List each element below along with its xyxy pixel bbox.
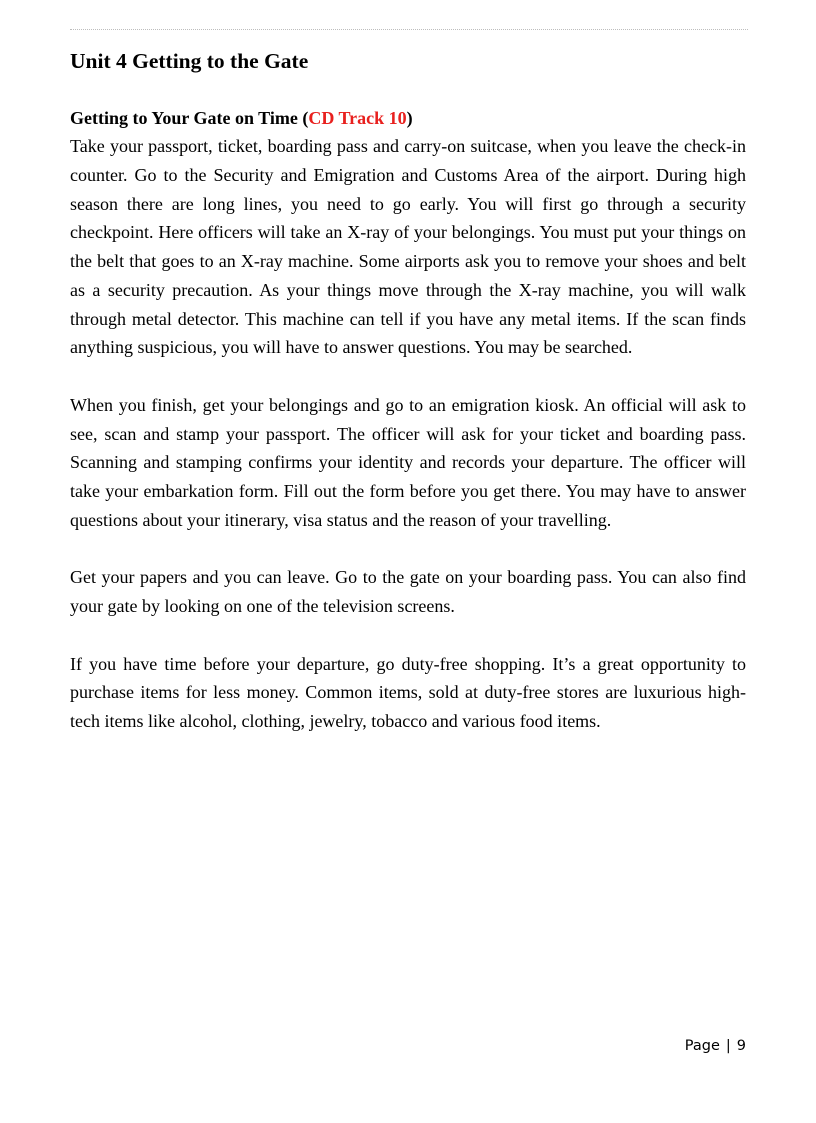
page-content [70,46,746,736]
page-footer [685,1034,746,1058]
cd-track-label: CD Track 10 [308,108,407,128]
section-heading-close: ) [406,108,413,128]
paragraph-emigration: When you finish, get your belongings and go to an emigration kiosk. An official will ask to see, scan and stamp your passport. The officer will ask for your ticket and boarding pass. Scanning and stamping confirms your identity and records your departure. The officer will take your embarkation form. Fill out the form before you get there. You may have to answer questions about your itinerary, visa status and the reason of your travelling. [70,394,746,530]
paragraph-duty-free: If you have time before your departure, go duty-free shopping. It’s a great opportunity to purchase items for less money. Common items, sold at duty-free stores are luxurious high-tech items like alcohol, clothing, jewelry, tobacco and various food items. [70,653,746,731]
unit-title: Unit 4 Getting to the Gate [70,49,309,73]
paragraph-gate: Get your papers and you can leave. Go to the gate on your boarding pass. You can also find your gate by looking on one of the television screens. [70,567,746,616]
section-heading-text: Getting to Your Gate on Time ( [70,108,309,128]
section-heading [70,104,746,132]
page-number: 9 [736,1038,746,1054]
page-separator: | [725,1038,731,1054]
paragraph-security: Take your passport, ticket, boarding pass and carry-on suitcase, when you leave the check-in counter. Go to the Security and Emigration and Customs Area of the airport. During high season there are long lines, you need to go early. You will first go through a security checkpoint. Here officers will take an X-ray of your belongings. You must put your things on the belt that goes to an X-ray machine. Some airports ask you to remove your shoes and belt as a security precaution. As your things move through the X-ray machine, you will walk through metal detector. This machine can tell if you have any metal items. If the scan finds anything suspicious, you will have to answer questions. You may be searched. [70,136,746,358]
page-label: Page [684,1038,720,1054]
header-divider [70,29,748,30]
